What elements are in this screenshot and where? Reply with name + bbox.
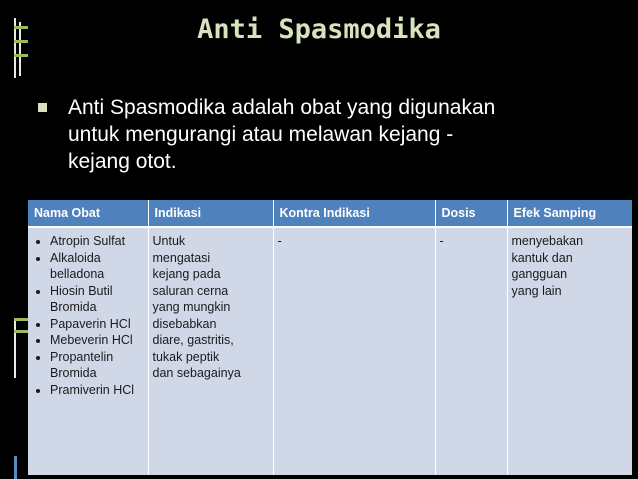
list-item: • Mebeverin HCl bbox=[50, 332, 144, 349]
definition-text: Anti Spasmodika adalah obat yang digunakan untuk mengurangi atau melawan kejang - kejang otot. bbox=[68, 96, 496, 173]
header-indikasi: Indikasi bbox=[148, 200, 273, 227]
list-item: • Pramiverin HCl bbox=[50, 382, 144, 399]
header-kontra-indikasi: Kontra Indikasi bbox=[273, 200, 435, 227]
dosis-text: - bbox=[439, 234, 444, 248]
cell-indikasi bbox=[148, 227, 273, 475]
definition-bullet bbox=[38, 94, 598, 175]
slide-title: Anti Spasmodika bbox=[197, 14, 441, 45]
header-efek-samping: Efek Samping bbox=[507, 200, 632, 227]
header-nama-obat: Nama Obat bbox=[28, 200, 148, 227]
list-item: • Alkaloida belladona bbox=[50, 250, 144, 283]
table-header-row bbox=[28, 200, 632, 227]
decorative-book-mark-bottom bbox=[14, 318, 28, 378]
decorative-bottom-line bbox=[14, 456, 17, 479]
list-item: • Propantelin Bromida bbox=[50, 349, 144, 382]
table-row bbox=[28, 227, 632, 475]
kontra-indikasi-text: - bbox=[277, 234, 282, 248]
header-dosis: Dosis bbox=[435, 200, 507, 227]
drug-name-list bbox=[32, 233, 144, 398]
list-item: • Hiosin Butil Bromida bbox=[50, 283, 144, 316]
list-item: • Papaverin HCl bbox=[50, 316, 144, 333]
cell-efek-samping bbox=[507, 227, 632, 475]
indikasi-text: Untuk mengatasi kejang pada saluran cerna yang mungkin disebabkan diare, gastritis, tukak peptik dan sebagainya bbox=[152, 234, 241, 380]
cell-nama-obat bbox=[28, 227, 148, 475]
drug-table bbox=[28, 200, 632, 475]
cell-kontra-indikasi bbox=[273, 227, 435, 475]
square-bullet-icon bbox=[38, 103, 47, 112]
efek-samping-text: menyebakan kantuk dan gangguan yang lain bbox=[511, 234, 584, 298]
cell-dosis bbox=[435, 227, 507, 475]
list-item: • Atropin Sulfat bbox=[50, 233, 144, 250]
